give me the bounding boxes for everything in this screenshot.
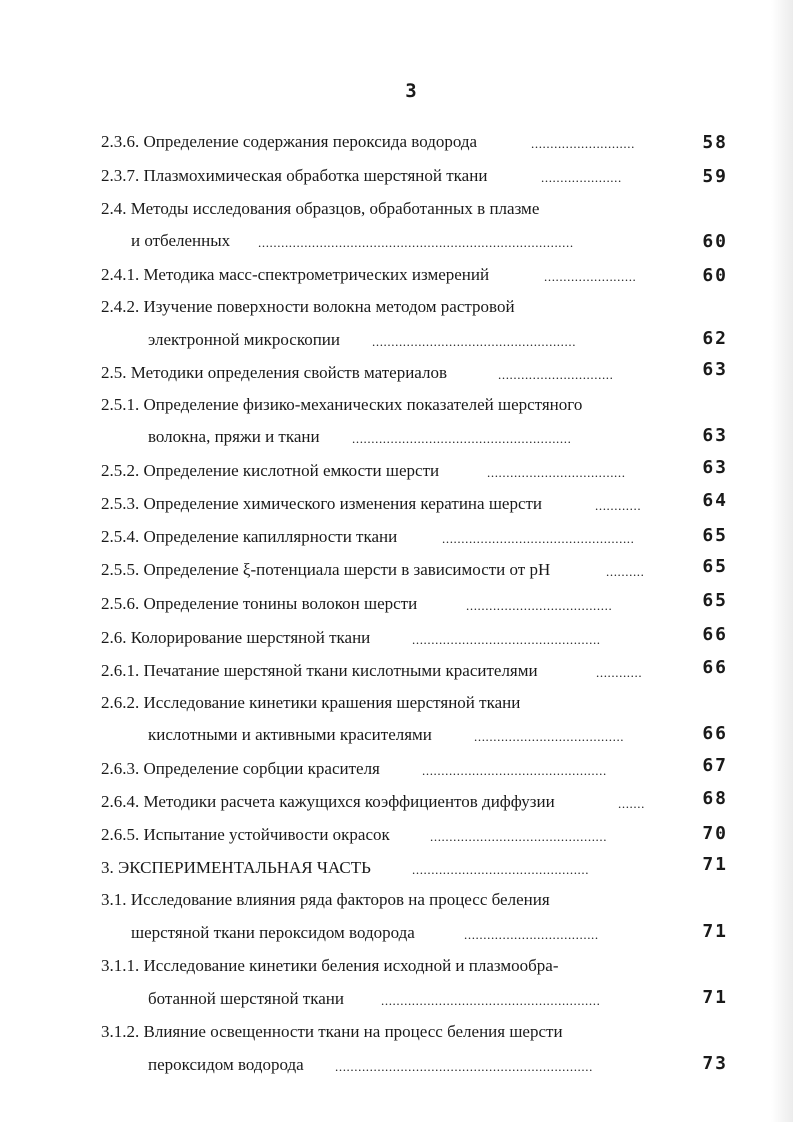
toc-dot-leader: ................................................ — [422, 763, 607, 778]
toc-entry-title: 2.6.5. Испытание устойчивости окрасок — [101, 825, 390, 844]
toc-entry — [0, 490, 793, 517]
toc-dot-leader: ................................................. — [412, 632, 601, 647]
toc-entry-title: 2.5.2. Определение кислотной емкости шерсти — [101, 461, 440, 480]
toc-entry-title: 2.6.1. Печатание шерстяной ткани кислотными красителями — [101, 661, 538, 680]
toc-entry — [0, 955, 793, 979]
toc-entry-title: 3.1. Исследование влияния ряда факторов на процесс беления — [101, 890, 550, 909]
toc-dot-leader: ..................................................... — [372, 334, 577, 349]
toc-entry-title: шерстяной ткани пероксидом водорода — [131, 923, 415, 942]
toc-entry — [0, 755, 793, 782]
toc-entry — [0, 131, 793, 155]
toc-entry — [0, 426, 793, 450]
toc-page-number: 71 — [702, 987, 728, 1008]
toc-page-number: 65 — [702, 556, 728, 577]
toc-entry-title: волокна, пряжи и ткани — [148, 427, 320, 446]
toc-entry — [0, 230, 793, 254]
toc-entry-title: 2.4. Методы исследования образцов, обработанных в плазме — [101, 199, 540, 218]
toc-entry — [0, 1054, 793, 1078]
toc-dot-leader: .................................................................................. — [258, 235, 574, 250]
toc-entry — [0, 556, 793, 583]
toc-entry-title: 2.3.7. Плазмохимическая обработка шерстяной ткани — [101, 166, 488, 185]
toc-page-number: 63 — [702, 359, 728, 380]
toc-entry-title: 2.4.1. Методика масс-спектрометрических измерений — [101, 265, 490, 284]
toc-entry-title: 2.6.4. Методики расчета кажущихся коэффициентов диффузии — [101, 792, 555, 811]
toc-page-number: 65 — [702, 525, 728, 546]
toc-entry-title: 3. ЭКСПЕРИМЕНТАЛЬНАЯ ЧАСТЬ — [101, 858, 371, 877]
toc-page-number: 66 — [702, 723, 728, 744]
toc-entry — [0, 889, 793, 913]
toc-dot-leader: .................................................. — [442, 531, 635, 546]
toc-entry-title: электронной микроскопии — [148, 330, 341, 349]
toc-page-number: 71 — [702, 921, 728, 942]
toc-page-number: 68 — [702, 788, 728, 809]
toc-entry — [0, 457, 793, 484]
toc-page-number: 62 — [702, 328, 728, 349]
toc-entry — [0, 692, 793, 716]
toc-entry — [0, 526, 793, 550]
toc-entry-title: и отбеленных — [131, 231, 231, 250]
toc-dot-leader: .................................... — [487, 465, 626, 480]
toc-dot-leader: ................................................................... — [335, 1059, 593, 1074]
page-number: 3 — [405, 80, 417, 102]
toc-page-number: 71 — [702, 854, 728, 875]
toc-dot-leader: ....... — [618, 796, 645, 811]
toc-entry — [0, 922, 793, 946]
toc-entry-title: 2.5.1. Определение физико-механических показателей шерстяного — [101, 395, 583, 414]
toc-dot-leader: ......................................................... — [381, 993, 601, 1008]
toc-page-number: 73 — [702, 1053, 728, 1074]
toc-entry-title: кислотными и активными красителями — [148, 725, 432, 744]
toc-dot-leader: ............ — [596, 665, 643, 680]
toc-page-number: 66 — [702, 657, 728, 678]
toc-page-number: 66 — [702, 624, 728, 645]
toc-entry-title: 2.5.6. Определение тонины волокон шерсти — [101, 594, 418, 613]
toc-entry-title: 2.5.3. Определение химического изменения кератина шерсти — [101, 494, 543, 513]
toc-dot-leader: .............................................. — [412, 862, 590, 877]
toc-page-number: 63 — [702, 457, 728, 478]
toc-entry — [0, 988, 793, 1012]
toc-page-number: 67 — [702, 755, 728, 776]
toc-entry — [0, 590, 793, 617]
toc-entry-title: 2.4.2. Изучение поверхности волокна методом растровой — [101, 297, 515, 316]
toc-entry — [0, 624, 793, 651]
toc-dot-leader: .............................. — [498, 367, 614, 382]
toc-entry — [0, 657, 793, 684]
toc-entry — [0, 198, 793, 222]
toc-dot-leader: ........................... — [531, 136, 635, 151]
toc-dot-leader: ....................................... — [474, 729, 625, 744]
toc-page-number: 70 — [702, 823, 728, 844]
toc-dot-leader: ......................................................... — [352, 431, 572, 446]
toc-entry — [0, 824, 793, 848]
toc-dot-leader: ............ — [595, 498, 642, 513]
toc-entry — [0, 854, 793, 881]
toc-entry-title: ботанной шерстяной ткани — [148, 989, 344, 1008]
toc-entry-title: 2.6. Колорирование шерстяной ткани — [101, 628, 371, 647]
toc-dot-leader: ................................... — [464, 927, 599, 942]
toc-entry-title: 2.3.6. Определение содержания пероксида водорода — [101, 132, 478, 151]
toc-entry-title: 3.1.1. Исследование кинетики беления исходной и плазмообра- — [101, 956, 559, 975]
toc-entry-title: пероксидом водорода — [148, 1055, 304, 1074]
toc-dot-leader: .......... — [606, 564, 645, 579]
toc-entry — [0, 1021, 793, 1045]
toc-entry-title: 3.1.2. Влияние освещенности ткани на процесс беления шерсти — [101, 1022, 563, 1041]
toc-page-number: 58 — [702, 132, 728, 153]
toc-entry-title: 2.5. Методики определения свойств материалов — [101, 363, 447, 382]
toc-entry — [0, 359, 793, 386]
toc-dot-leader: ...................................... — [466, 598, 613, 613]
toc-entry — [0, 394, 793, 418]
toc-entry — [0, 788, 793, 815]
toc-page-number: 65 — [702, 590, 728, 611]
toc-page-number: 63 — [702, 425, 728, 446]
toc-dot-leader: .............................................. — [430, 829, 608, 844]
toc-entry-title: 2.5.5. Определение ξ-потенциала шерсти в зависимости от pH — [101, 560, 551, 579]
toc-page-number: 64 — [702, 490, 728, 511]
toc-entry-title: 2.6.3. Определение сорбции красителя — [101, 759, 380, 778]
toc-page-number: 60 — [702, 231, 728, 252]
toc-dot-leader: ........................ — [544, 269, 637, 284]
toc-entry — [0, 724, 793, 748]
toc-entry — [0, 165, 793, 189]
toc-dot-leader: ..................... — [541, 170, 622, 185]
toc-entry — [0, 329, 793, 353]
toc-entry-title: 2.6.2. Исследование кинетики крашения шерстяной ткани — [101, 693, 521, 712]
toc-entry-title: 2.5.4. Определение капиллярности ткани — [101, 527, 398, 546]
toc-entry — [0, 296, 793, 320]
toc-entry — [0, 264, 793, 288]
toc-page-number: 59 — [702, 166, 728, 187]
toc-page-number: 60 — [702, 265, 728, 286]
